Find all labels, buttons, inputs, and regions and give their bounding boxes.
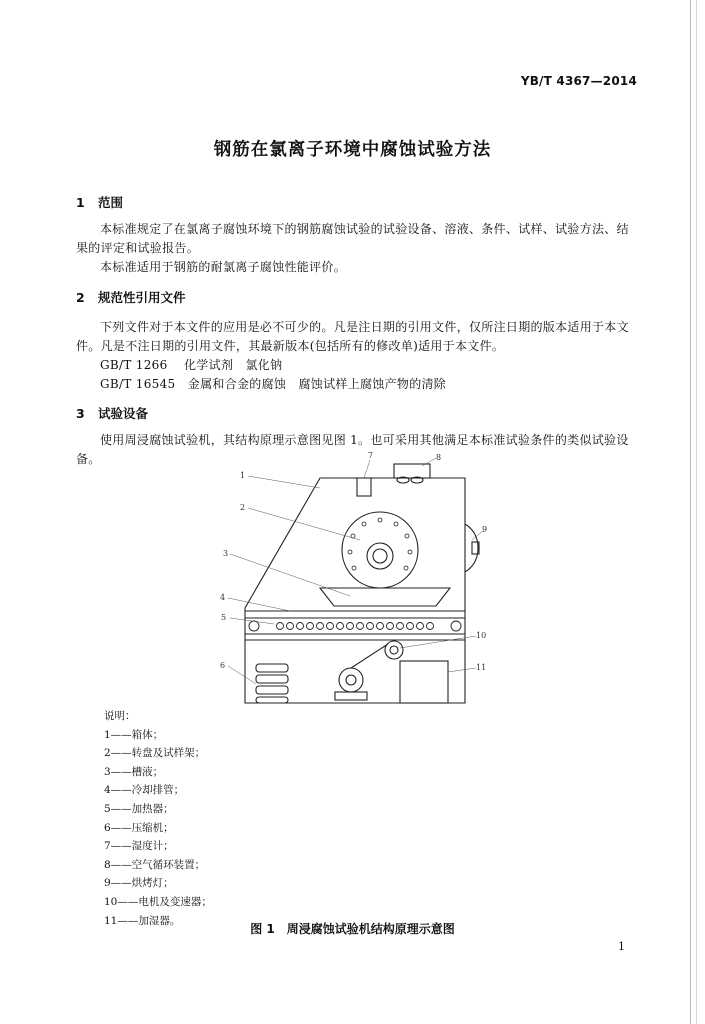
reference-code: GB/T 1266 — [100, 358, 168, 372]
callout-5: 5 — [221, 613, 227, 622]
legend-item: 9——烘烤灯； — [104, 877, 174, 890]
section-3-number: 3 — [76, 406, 85, 421]
reference-item — [100, 375, 446, 392]
section-2-paragraph-1: 下列文件对于本文件的应用是必不可少的。凡是注日期的引用文件，仅所注日期的版本适用于本文件。凡是不注日期的引用文件，其最新版本(包括所有的修改单)适用于本文件。 — [76, 320, 629, 353]
motor — [339, 668, 363, 692]
legend-item: 7——湿度计； — [104, 840, 174, 853]
figure-1-svg — [210, 448, 500, 708]
callout-8: 8 — [436, 453, 442, 462]
section-1-heading — [76, 193, 123, 211]
section-2-title: 规范性引用文件 — [98, 290, 186, 305]
legend-item: 8——空气循环装置； — [104, 858, 206, 871]
reference-title: 化学试剂 氯化钠 — [183, 358, 283, 372]
callout-1: 1 — [240, 471, 246, 480]
section-1-paragraph-1: 本标准规定了在氯离子腐蚀环境下的钢筋腐蚀试验的试验设备、溶液、条件、试样、试验方法、结果的评定和试验报告。 — [76, 222, 629, 255]
section-2-number: 2 — [76, 290, 85, 305]
legend-item: 10——电机及变速器； — [104, 895, 212, 908]
standard-number: YB/T 4367—2014 — [520, 74, 637, 88]
callout-3: 3 — [223, 549, 229, 558]
figure-legend — [104, 707, 212, 930]
legend-item: 11——加湿器。 — [104, 914, 181, 927]
callout-11: 11 — [476, 663, 487, 672]
page-number: 1 — [618, 940, 625, 953]
section-3-heading — [76, 404, 148, 422]
callout-2: 2 — [240, 503, 246, 512]
legend-title: 说明： — [104, 710, 136, 722]
disk-hub — [367, 543, 393, 569]
solution-tank — [320, 588, 450, 606]
section-1-number: 1 — [76, 195, 85, 210]
callout-9: 9 — [482, 525, 488, 534]
compressor — [256, 664, 288, 672]
air-circulation-fan — [394, 464, 430, 478]
figure-caption: 图 1 周浸腐蚀试验机结构原理示意图 — [250, 922, 455, 936]
reference-title: 金属和合金的腐蚀 腐蚀试样上腐蚀产物的清除 — [187, 377, 447, 391]
callout-6: 6 — [220, 661, 226, 670]
document-title: 钢筋在氯离子环境中腐蚀试验方法 — [213, 140, 492, 160]
humidifier — [400, 661, 448, 703]
callout-4: 4 — [220, 593, 226, 602]
legend-item: 5——加热器； — [104, 802, 174, 815]
section-3-title: 试验设备 — [98, 406, 149, 421]
legend-item: 4——冷却排管； — [104, 784, 185, 797]
legend-item: 6——压缩机； — [104, 821, 174, 834]
section-2-heading — [76, 288, 186, 306]
reference-item — [100, 356, 282, 373]
legend-item: 1——箱体； — [104, 728, 164, 741]
motor-base — [335, 692, 367, 700]
section-1-paragraph-2: 本标准适用于钢筋的耐氯离子腐蚀性能评价。 — [100, 260, 347, 274]
disk-hub-inner — [373, 549, 387, 563]
section-3-paragraph-1: 使用周浸腐蚀试验机，其结构原理示意图见图 1。也可采用其他满足本标准试验条件的类似试验设备。 — [76, 433, 629, 466]
figure-1-diagram — [210, 448, 500, 708]
reference-code: GB/T 16545 — [100, 377, 176, 391]
rotating-disk — [342, 512, 418, 588]
legend-item: 2——转盘及试样架； — [104, 747, 206, 760]
section-1-title: 范围 — [98, 195, 124, 210]
callout-7: 7 — [368, 451, 374, 460]
humidity-meter — [357, 478, 371, 496]
callout-10: 10 — [476, 631, 487, 640]
legend-item: 3——槽液； — [104, 765, 164, 778]
